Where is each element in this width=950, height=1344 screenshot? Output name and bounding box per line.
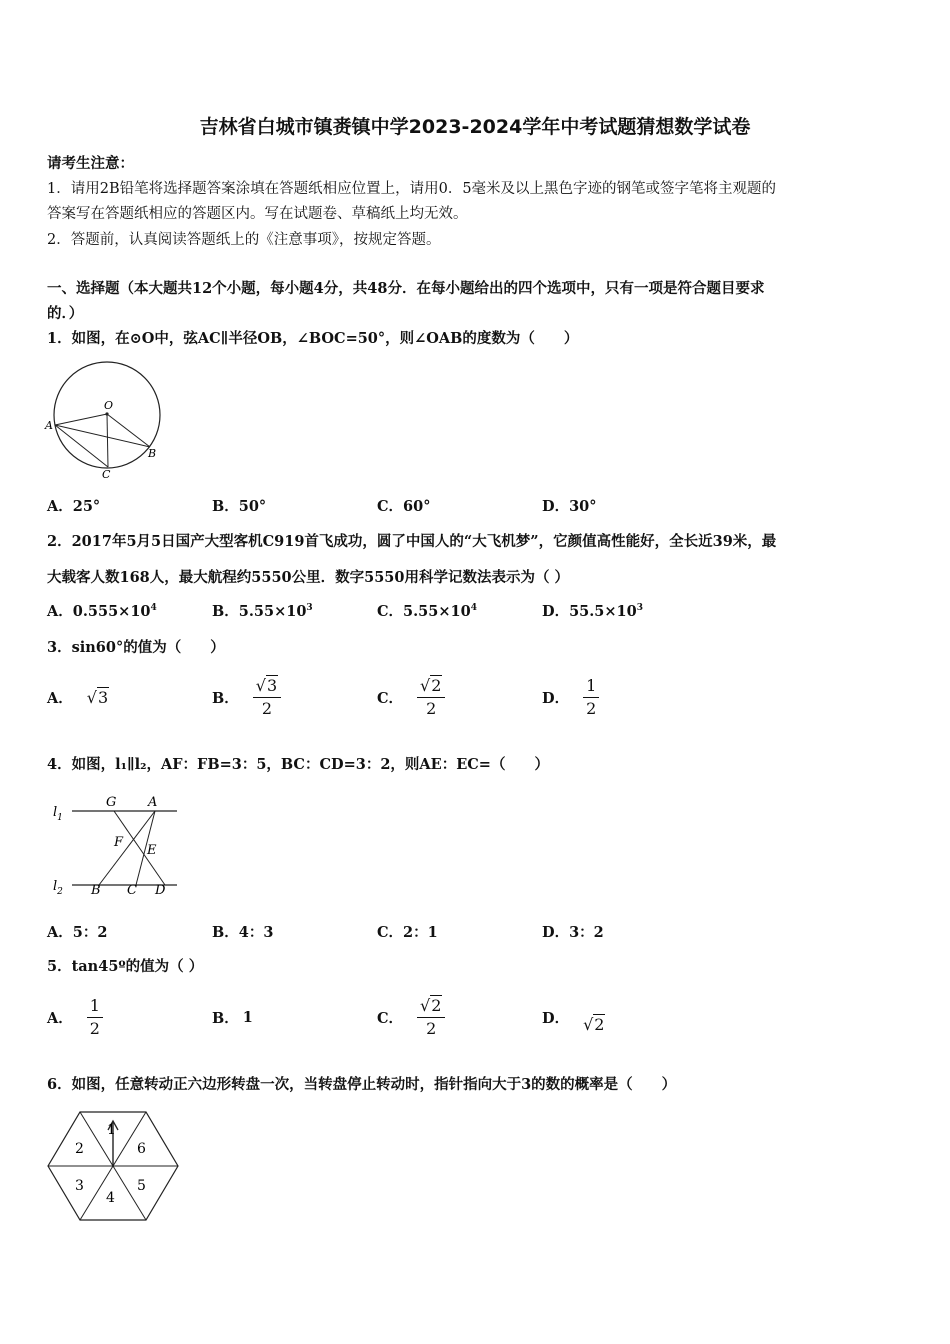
q2-option-c[interactable]: C．$5.55\times 10^4$	[377, 603, 477, 620]
q3-option-c[interactable]: C． $\frac{√2}{2}$	[377, 672, 445, 722]
q5-option-d[interactable]: D． √2	[542, 1009, 605, 1034]
q4-parallel-lines-figure	[44, 790, 184, 900]
q5-a-fraction: $\frac{1}{2}$	[87, 995, 103, 1040]
section-heading-line-1: 一、选择题（本大题共12个小题，每小题4分，共48分．在每小题给出的四个选项中，只有一项是符合题目要求	[47, 280, 765, 297]
q4-stem: 4．如图，l₁∥l₂，AF：FB=3：5，BC：CD=3：2，则AE：EC=（ ）	[47, 756, 549, 773]
q1-center-dot	[105, 412, 108, 415]
q4-label-E: E	[147, 843, 157, 858]
q1-line-OC	[107, 414, 108, 467]
notice-line-2: 2．答题前，认真阅读答题纸上的《注意事项》，按规定答题。	[47, 232, 441, 248]
q1-option-a[interactable]: A．25°	[47, 498, 101, 515]
q4-label-C: C	[127, 883, 137, 898]
q2-stem-line-2: 大载客人数168人，最大航程约5550公里．数字5550用科学记数法表示为（ ）	[47, 569, 570, 586]
q4-label-G: G	[106, 795, 117, 810]
q4-label-B: B	[91, 883, 101, 898]
q1-label-C: C	[102, 468, 111, 481]
q3-option-b[interactable]: B． $\frac{√3}{2}$	[212, 672, 281, 722]
notice-line-1b: 答案写在答题纸相应的答题区内。写在试题卷、草稿纸上均无效。	[47, 206, 468, 222]
q5-stem: 5．tan45º的值为（ ）	[47, 958, 204, 975]
q1-label-B: B	[148, 447, 157, 460]
q4-label-D: D	[155, 883, 166, 898]
q6-number-4: 4	[106, 1190, 115, 1206]
q3-option-d[interactable]: D． $\frac{1}{2}$	[542, 672, 599, 722]
q1-option-d[interactable]: D．30°	[542, 498, 597, 515]
q4-option-d[interactable]: D．3：2	[542, 924, 604, 941]
q6-number-1: 1	[107, 1122, 116, 1138]
q2-option-a[interactable]: A．$0.555\times 10^4$	[47, 603, 157, 620]
q3-d-fraction: $\frac{1}{2}$	[583, 675, 599, 720]
q6-stem: 6．如图，任意转动正六边形转盘一次，当转盘停止转动时，指针指向大于3的数的概率是（ ）	[47, 1076, 677, 1093]
q5-c-fraction: $\frac{√2}{2}$	[417, 995, 445, 1040]
q1-circle-figure	[42, 355, 172, 485]
q5-option-c[interactable]: C． $\frac{√2}{2}$	[377, 992, 445, 1042]
q4-label-F: F	[114, 835, 124, 850]
q6-number-2: 2	[75, 1141, 84, 1157]
q3-c-fraction: $\frac{√2}{2}$	[417, 675, 445, 720]
q1-option-b[interactable]: B．50°	[212, 498, 267, 515]
q2-stem-line-1: 2．2017年5月5日国产大型客机C919首飞成功，圆了中国人的“大飞机梦”，它颜值高性能好，全长近39米，最	[47, 533, 777, 550]
q2-option-d[interactable]: D．$55.5\times 10^3$	[542, 603, 643, 620]
notice-heading: 请考生注意：	[47, 155, 134, 172]
q4-option-c[interactable]: C．2：1	[377, 924, 438, 941]
q4-option-b[interactable]: B．4：3	[212, 924, 274, 941]
q1-label-O: O	[104, 399, 114, 412]
q1-stem: 1．如图，在⊙O中，弦AC∥半径OB，∠BOC=50°，则∠OAB的度数为（ ）	[47, 330, 579, 347]
q3-stem: 3．sin60°的值为（ ）	[47, 639, 225, 656]
q3-option-a[interactable]: A． √3	[47, 687, 109, 707]
q6-number-6: 6	[137, 1141, 146, 1157]
q6-hexagon-spinner-figure	[44, 1108, 184, 1226]
q4-label-l1: $l_1$	[53, 805, 63, 823]
q1-line-AO	[55, 414, 107, 425]
q5-option-b[interactable]: B． 1	[212, 1008, 253, 1027]
q5-d-sqrt: √2	[583, 1014, 605, 1034]
q4-label-A: A	[148, 795, 158, 810]
q6-number-3: 3	[75, 1178, 84, 1194]
q4-label-l2: $l_2$	[53, 879, 63, 897]
q3-a-sqrt: √3	[86, 687, 109, 707]
notice-line-1a: 1．请用2B铅笔将选择题答案涂填在答题纸相应位置上，请用0．5毫米及以上黑色字迹的钢笔或签字笔将主观题的	[47, 181, 777, 197]
q3-b-fraction: $\frac{√3}{2}$	[253, 675, 281, 720]
page-title: 吉林省白城市镇赉镇中学2023-2024学年中考试题猜想数学试卷	[199, 116, 751, 138]
q1-option-c[interactable]: C．60°	[377, 498, 431, 515]
q5-option-a[interactable]: A． $\frac{1}{2}$	[47, 992, 103, 1042]
q6-number-5: 5	[137, 1178, 146, 1194]
q2-option-b[interactable]: B．$5.55\times 10^3$	[212, 603, 313, 620]
q1-label-A: A	[45, 419, 53, 432]
section-heading-line-2: 的．）	[47, 305, 84, 322]
q4-option-a[interactable]: A．5：2	[47, 924, 108, 941]
